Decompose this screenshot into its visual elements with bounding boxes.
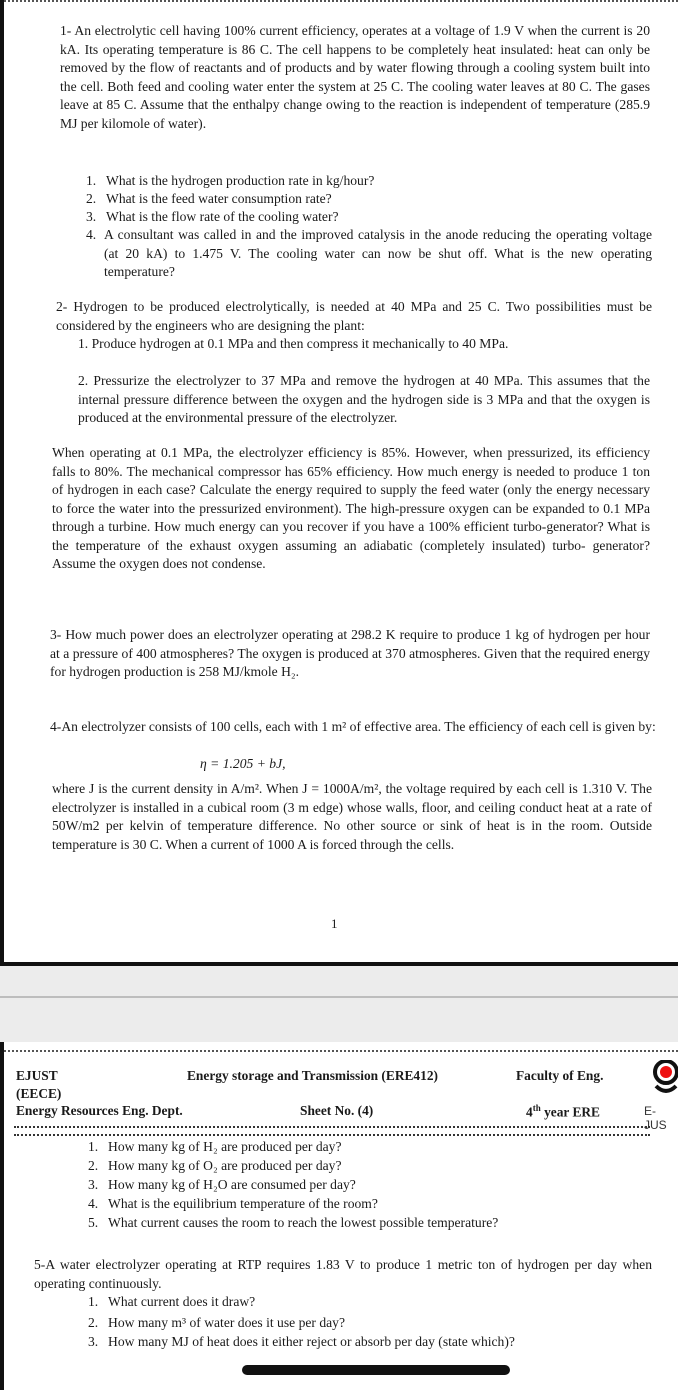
document-page-2: [0, 1042, 678, 1390]
page-left-border: [0, 0, 4, 966]
q4-subitem-4: 4. What is the equilibrium temperature of the room?: [88, 1196, 378, 1211]
page-separator: [0, 996, 678, 998]
logo-text: E-JUS: [644, 1104, 667, 1132]
q1-item-1: 1. What is the hydrogen production rate in kg/hour?: [86, 173, 375, 188]
page-number: 1: [331, 916, 338, 931]
scroll-indicator[interactable]: [242, 1365, 510, 1375]
q5-item-2: 2. How many m³ of water does it use per day?: [88, 1315, 345, 1330]
q1-item-3: 3. What is the flow rate of the cooling water?: [86, 209, 339, 224]
q5-item-1: 1. What current does it draw?: [88, 1294, 256, 1309]
question-4-intro: 4-An electrolyzer consists of 100 cells, each with 1 m² of effective area. The efficiency of each cell is given by:: [50, 719, 656, 734]
university-logo-icon: [648, 1060, 678, 1100]
question-2-intro: 2- Hydrogen to be produced electrolytically, is needed at 40 MPa and 25 C. Two possibilities must be considered by the engineers who are designing the plant:: [56, 299, 652, 333]
page-gap: [0, 966, 678, 1042]
header-university-sub: (EECE): [16, 1086, 62, 1101]
header-university: EJUST: [16, 1068, 58, 1083]
page-top-border: [4, 1050, 678, 1052]
header-divider: [14, 1126, 650, 1136]
q4-subitem-2: 2. How many kg of O₂ are produced per day?: [88, 1158, 342, 1173]
header-faculty: Faculty of Eng.: [516, 1068, 604, 1083]
question-3: 3- How much power does an electrolyzer operating at 298.2 K require to produce 1 kg of hydrogen per hour at a pressure of 400 atmospheres? The oxygen is produced at 370 atmospheres. Given that the required energy for hydrogen production is 258 MJ/kmole H₂.: [50, 627, 650, 679]
q4-subitem-5: 5. What current causes the room to reach the lowest possible temperature?: [88, 1215, 499, 1230]
header-course: Energy storage and Transmission (ERE412): [187, 1068, 438, 1083]
q5-item-3: 3. How many MJ of heat does it either reject or absorb per day (state which)?: [88, 1334, 515, 1349]
page-top-border: [0, 0, 678, 5]
q1-item-4: 4. A consultant was called in and the improved catalysis in the anode reducing the operating voltage (at 20 kA) to 1.475 V. The cooling water can now be shut off. What is the new operating temperature?: [86, 227, 652, 279]
question-2-body: When operating at 0.1 MPa, the electrolyzer efficiency is 85%. However, when pressurized, its efficiency falls to 80%. The mechanical compressor has 65% efficiency. How much energy is needed to produce 1 ton of hydrogen in each case? Calculate the energy required to supply the feed water (only the energy necessary to force the water into the pressurized environment). The high-pressure oxygen can be expanded to 0.1 MPa through a turbine. How much energy can you recover if you have a 100% efficient turbo-generator? What is the temperature of the exhaust oxygen assuming an adiabatic (completely insulated) turbo- generator? Assume the oxygen does not condense.: [52, 445, 650, 571]
header-sheet-number: Sheet No. (4): [300, 1103, 374, 1118]
header-department: Energy Resources Eng. Dept.: [16, 1103, 183, 1118]
q2-option-2: 2. Pressurize the electrolyzer to 37 MPa and remove the hydrogen at 40 MPa. This assumes that the internal pressure difference between the oxygen and the hydrogen side is 3 MPa and that the oxygen is produced at the environmental pressure of the electrolyzer.: [78, 373, 650, 425]
header-year: 4th year ERE: [526, 1103, 600, 1120]
question-1-intro: 1- An electrolytic cell having 100% current efficiency, operates at a voltage of 1.9 V when the current is 20 kA. Its operating temperature is 86 C. The cell happens to be completely heat insulated: heat can only be removed by the flow of reactants and of products and by water flowing through a cooling system built into the cell. Both feed and cooling water enter the system at 25 C. The cooling water leaves at 80 C. The gases leave at 85 C. Assume that the enthalpy change owing to the reaction is independent of temperature (285.9 MJ per kilomole of water).: [60, 23, 650, 131]
question-4-body: where J is the current density in A/m². When J = 1000A/m², the voltage required by each cell is 1.310 V. The electrolyzer is installed in a cubical room (3 m edge) whose walls, floor, and ceiling conduct heat at a rate of 50W/m2 per kelvin of temperature difference. No other source or sink of heat is in the room. Outside temperature is 30 C. When a current of 1000 A is forced through the cells.: [52, 781, 652, 852]
question-5-intro: 5-A water electrolyzer operating at RTP requires 1.83 V to produce 1 metric ton of hydrogen per day when operating continuously.: [34, 1257, 652, 1291]
q2-option-1: 1. Produce hydrogen at 0.1 MPa and then compress it mechanically to 40 MPa.: [78, 336, 509, 351]
q4-subitem-1: 1. How many kg of H₂ are produced per day?: [88, 1139, 342, 1154]
page-left-border: [0, 1042, 4, 1390]
q4-subitem-3: 3. How many kg of H₂O are consumed per day?: [88, 1177, 356, 1192]
q1-item-2: 2. What is the feed water consumption rate?: [86, 191, 332, 206]
efficiency-equation: η = 1.205 + bJ,: [200, 756, 286, 771]
